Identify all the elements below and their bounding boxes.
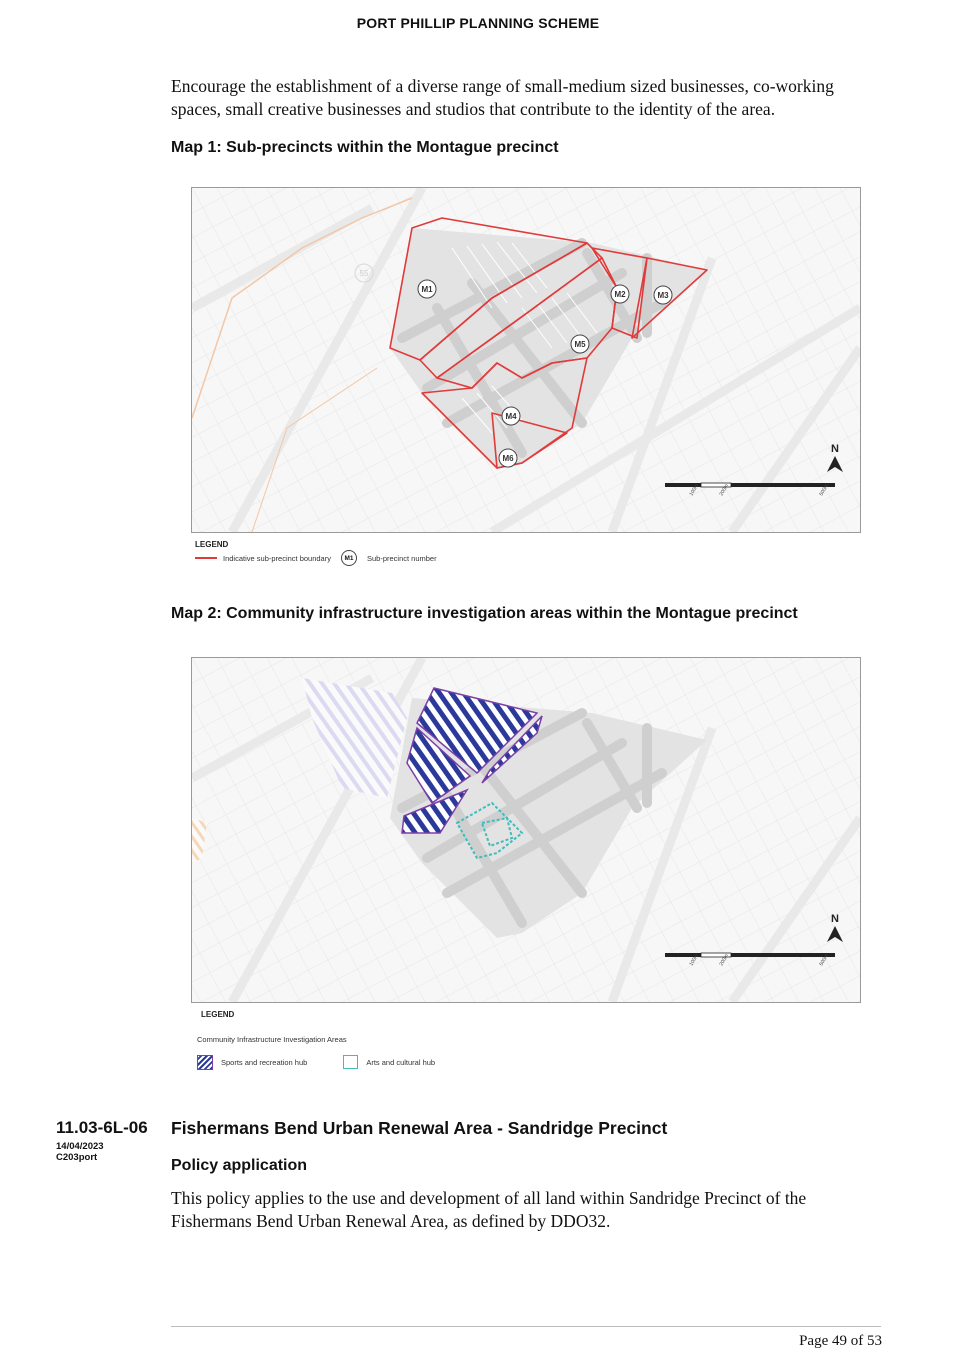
number-legend-label: Sub-precinct number: [366, 553, 437, 563]
svg-text:500m: 500m: [818, 953, 830, 967]
m5-marker: [571, 335, 589, 353]
page-header: PORT PHILLIP PLANNING SCHEME: [356, 15, 600, 31]
svg-text:M3: M3: [657, 291, 669, 300]
svg-text:100m: 100m: [688, 483, 700, 497]
map1-svg: [192, 188, 860, 532]
map2-legend: [197, 1054, 435, 1070]
map2-image: [191, 657, 861, 1003]
footer-divider: [171, 1326, 881, 1327]
svg-text:200m: 200m: [718, 483, 730, 497]
svg-text:500m: 500m: [818, 483, 830, 497]
map1-legend: [195, 551, 437, 565]
m6-marker: [499, 449, 517, 467]
boundary-swatch: [195, 557, 217, 559]
svg-text:M5: M5: [574, 340, 586, 349]
svg-text:200m: 200m: [718, 953, 730, 967]
policy-application-heading: Policy application: [171, 1157, 308, 1174]
svg-text:100m: 100m: [688, 953, 700, 967]
m4-marker: [502, 407, 520, 425]
svg-text:N: N: [831, 443, 839, 455]
arts-hub-swatch: [343, 1055, 358, 1069]
clause-date: 14/04/2023: [56, 1141, 104, 1152]
map2-legend-title: LEGEND: [201, 1010, 235, 1019]
svg-text:N: N: [831, 913, 839, 925]
svg-text:M6: M6: [502, 454, 514, 463]
page-number: Page 49 of 53: [799, 1333, 882, 1349]
map2-caption: Map 2: Community infrastructure investigation areas within the Montague precinct: [171, 605, 798, 622]
sports-hub-swatch: [197, 1055, 213, 1070]
m1-marker: [418, 280, 436, 298]
svg-text:55: 55: [359, 269, 369, 278]
policy-application-paragraph: This policy applies to the use and development of all land within Sandridge Precinct of the Fishermans Bend Urban Renewal Area, as defined by DDO32.: [171, 1188, 807, 1231]
boundary-legend-label: Indicative sub-precinct boundary: [223, 553, 331, 563]
clause-number: 11.03-6L-06: [56, 1118, 148, 1137]
map1-image: [191, 187, 861, 533]
map1-caption: Map 1: Sub-precincts within the Montague precinct: [171, 139, 559, 156]
map1-legend-title: LEGEND: [195, 540, 229, 549]
subprecinct-number-symbol: M1: [341, 550, 357, 566]
m2-marker: [611, 285, 629, 303]
sports-legend-label: Sports and recreation hub: [221, 1057, 308, 1067]
svg-text:M2: M2: [614, 290, 626, 299]
svg-text:M4: M4: [505, 412, 517, 421]
map2-legend-subtitle: Community Infrastructure Investigation Areas: [197, 1035, 347, 1044]
svg-text:M1: M1: [421, 285, 433, 294]
clause-amendment: C203port: [56, 1152, 98, 1163]
intro-paragraph: Encourage the establishment of a diverse range of small-medium sized businesses, co-working spaces, small creative businesses and studios that contribute to the identity of the area.: [171, 76, 834, 119]
clause-title: Fishermans Bend Urban Renewal Area - Sandridge Precinct: [171, 1118, 668, 1138]
map2-svg: [192, 658, 860, 1002]
arts-legend-label: Arts and cultural hub: [366, 1057, 436, 1067]
m3-marker: [654, 286, 672, 304]
